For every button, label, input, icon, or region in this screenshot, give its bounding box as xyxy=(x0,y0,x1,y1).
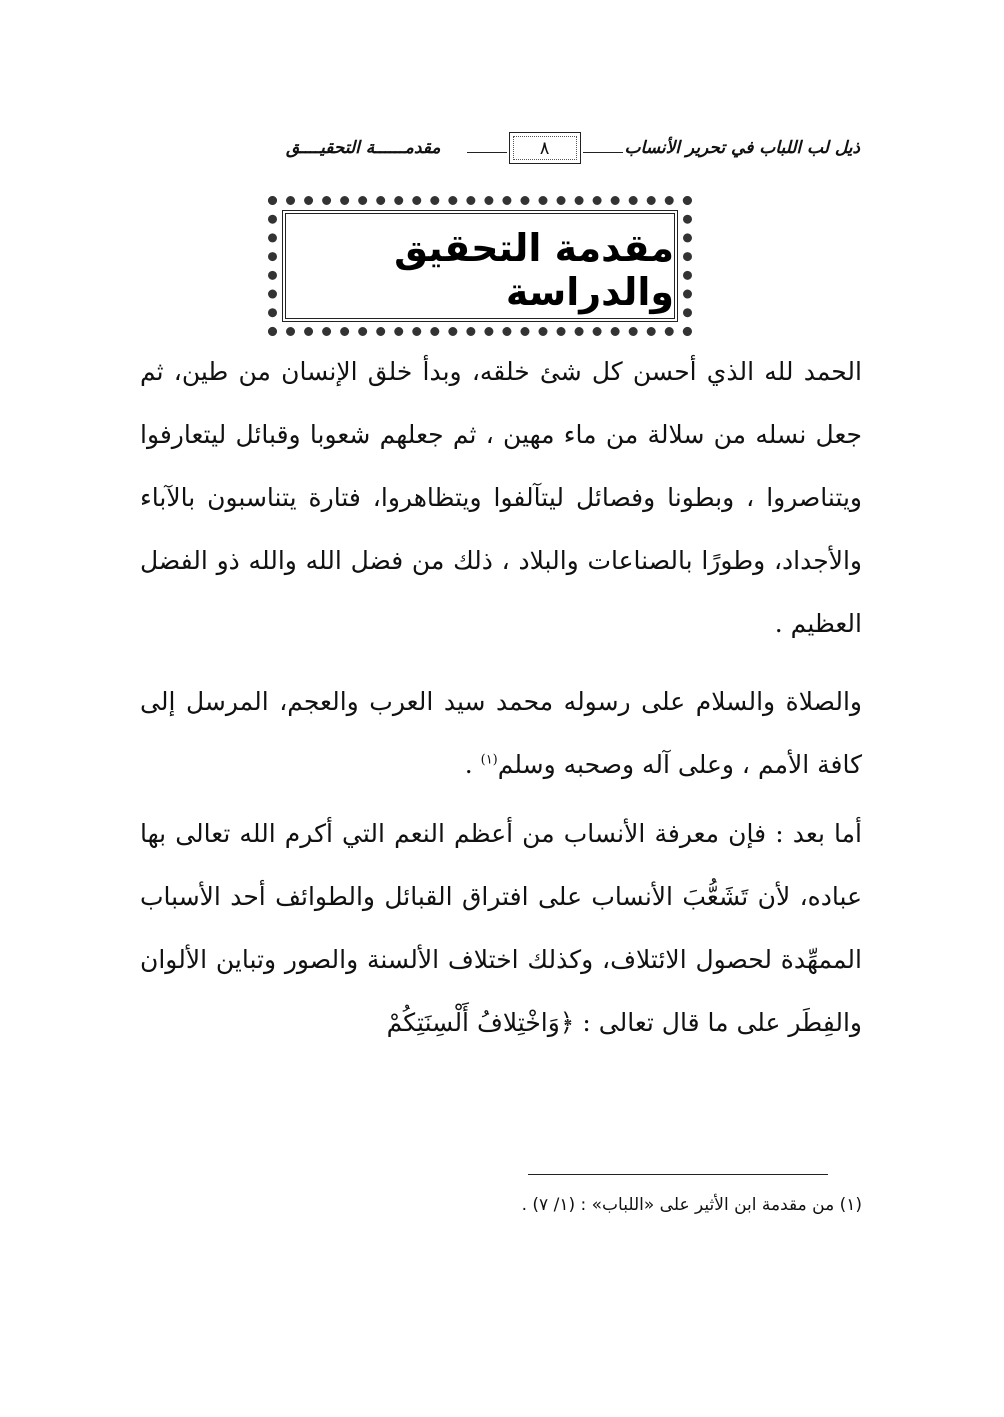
footnote-divider xyxy=(528,1174,828,1175)
paragraph-amma-baad: أما بعد : فإن معرفة الأنساب من أعظم النعم التي أكرم الله تعالى بها عباده، لأن تَشَعُّبَ الأنساب على افتراق القبائل والطوائف أحد الأسباب الممهِّدة لحصول الائتلاف، وكذلك اختلاف الألسنة والصور وتباين الألوان والفِطَر على ما قال تعالى : ﴿وَاخْتِلافُ أَلْسِنَتِكُمْ xyxy=(140,819,862,1037)
section-title-header: مقدمــــــة التحقيــــق xyxy=(286,138,441,158)
page-title: مقدمة التحقيق والدراسة xyxy=(394,226,674,314)
paragraph-salat-text: والصلاة والسلام على رسوله محمد سيد العرب والعجم، المرسل إلى كافة الأمم ، وعلى آله وصحبه وسلم xyxy=(140,687,862,779)
page-number-box xyxy=(509,132,581,164)
header-rule-right xyxy=(583,152,623,153)
paragraph-hamd: الحمد لله الذي أحسن كل شئ خلقه، وبدأ خلق الإنسان من طين، ثم جعل نسله من سلالة من ماء مهين ، ثم جعلهم شعوبا وقبائل ليتعارفوا ويتناصروا ، وبطونا وفصائل ليتآلفوا ويتظاهروا، فتارة يتناسبون بالآباء والأجداد، وطورًا بالصناعات والبلاد ، ذلك من فضل الله والله ذو الفضل العظيم . xyxy=(140,357,862,638)
header-rule-left xyxy=(467,152,507,153)
paragraph-salat xyxy=(140,670,862,796)
book-title: ذيل لب اللباب في تحرير الأنساب xyxy=(624,138,860,158)
running-header xyxy=(150,130,860,166)
paragraph-salat-end: . xyxy=(464,750,473,779)
footnote-reference[interactable]: (١) xyxy=(480,752,498,768)
title-ornamental-frame xyxy=(268,196,692,336)
footnote: (١) من مقدمة ابن الأثير على «اللباب» : (١/ ٧) . xyxy=(521,1195,862,1215)
title-frame-inner xyxy=(282,210,678,322)
page-number: ٨ xyxy=(539,137,550,159)
